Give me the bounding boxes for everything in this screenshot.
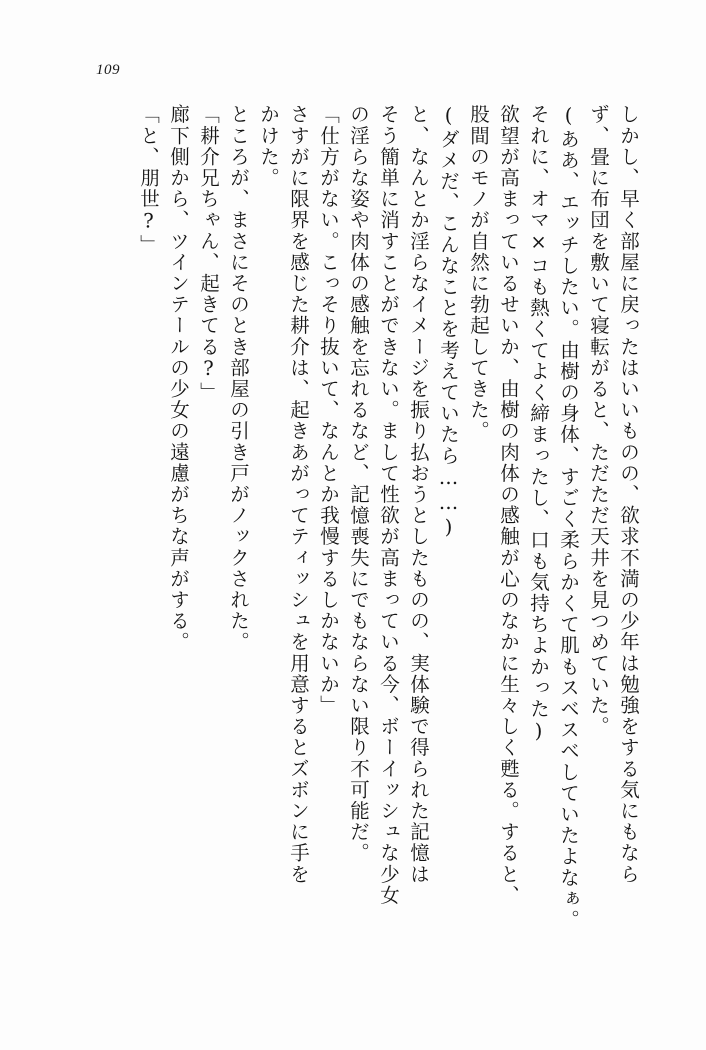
text-column: 「と、朋世?」 xyxy=(137,104,160,256)
text-column: しかし、早く部屋に戻ったはいいものの、欲求不満の少年は勉強をする気にもなら xyxy=(617,104,640,885)
vertical-text-body xyxy=(78,104,638,984)
text-column: そう簡単に消すことができない。まして性欲が高まっている今、ボーイッシュな少女 xyxy=(377,104,400,906)
text-column: 「耕介兄ちゃん、起きてる?」 xyxy=(197,104,220,403)
text-column: さすがに限界を感じた耕介は、起きあがってティッシュを用意するとズボンに手を xyxy=(287,104,310,885)
text-column: ところが、まさにそのとき部屋の引き戸がノックされた。 xyxy=(227,104,250,653)
text-column: かけた。 xyxy=(257,104,280,189)
text-column: (ダメだ、こんなことを考えていたら……) xyxy=(437,104,460,540)
text-column: と、なんとか淫らなイメージを振り払おうとしたものの、実体験で得られた記憶は xyxy=(407,104,430,885)
text-column: ず、畳に布団を敷いて寝転がると、ただただ天井を見つめていた。 xyxy=(587,104,610,737)
text-column: 欲望が高まっているせいか、由樹の肉体の感触が心のなかに生々しく甦る。すると、 xyxy=(497,104,520,906)
text-column: (ああ、エッチしたい。由樹の身体、すごく柔らかくて肌もスベスベしていたよなぁ。 xyxy=(557,104,580,931)
text-column: の淫らな姿や肉体の感触を忘れるなど、記憶喪失にでもならない限り不可能だ。 xyxy=(347,104,370,864)
text-column: 股間のモノが自然に勃起してきた。 xyxy=(467,104,490,442)
text-column: 廊下側から、ツインテールの少女の遠慮がちな声がする。 xyxy=(167,104,190,653)
text-column: 「仕方がない。こっそり抜いて、なんとか我慢するしかないか」 xyxy=(317,104,340,716)
page-number: 109 xyxy=(96,62,120,78)
text-column: それに、オマ×コも熱くてよく締まったし、口も気持ちよかった) xyxy=(527,104,550,744)
